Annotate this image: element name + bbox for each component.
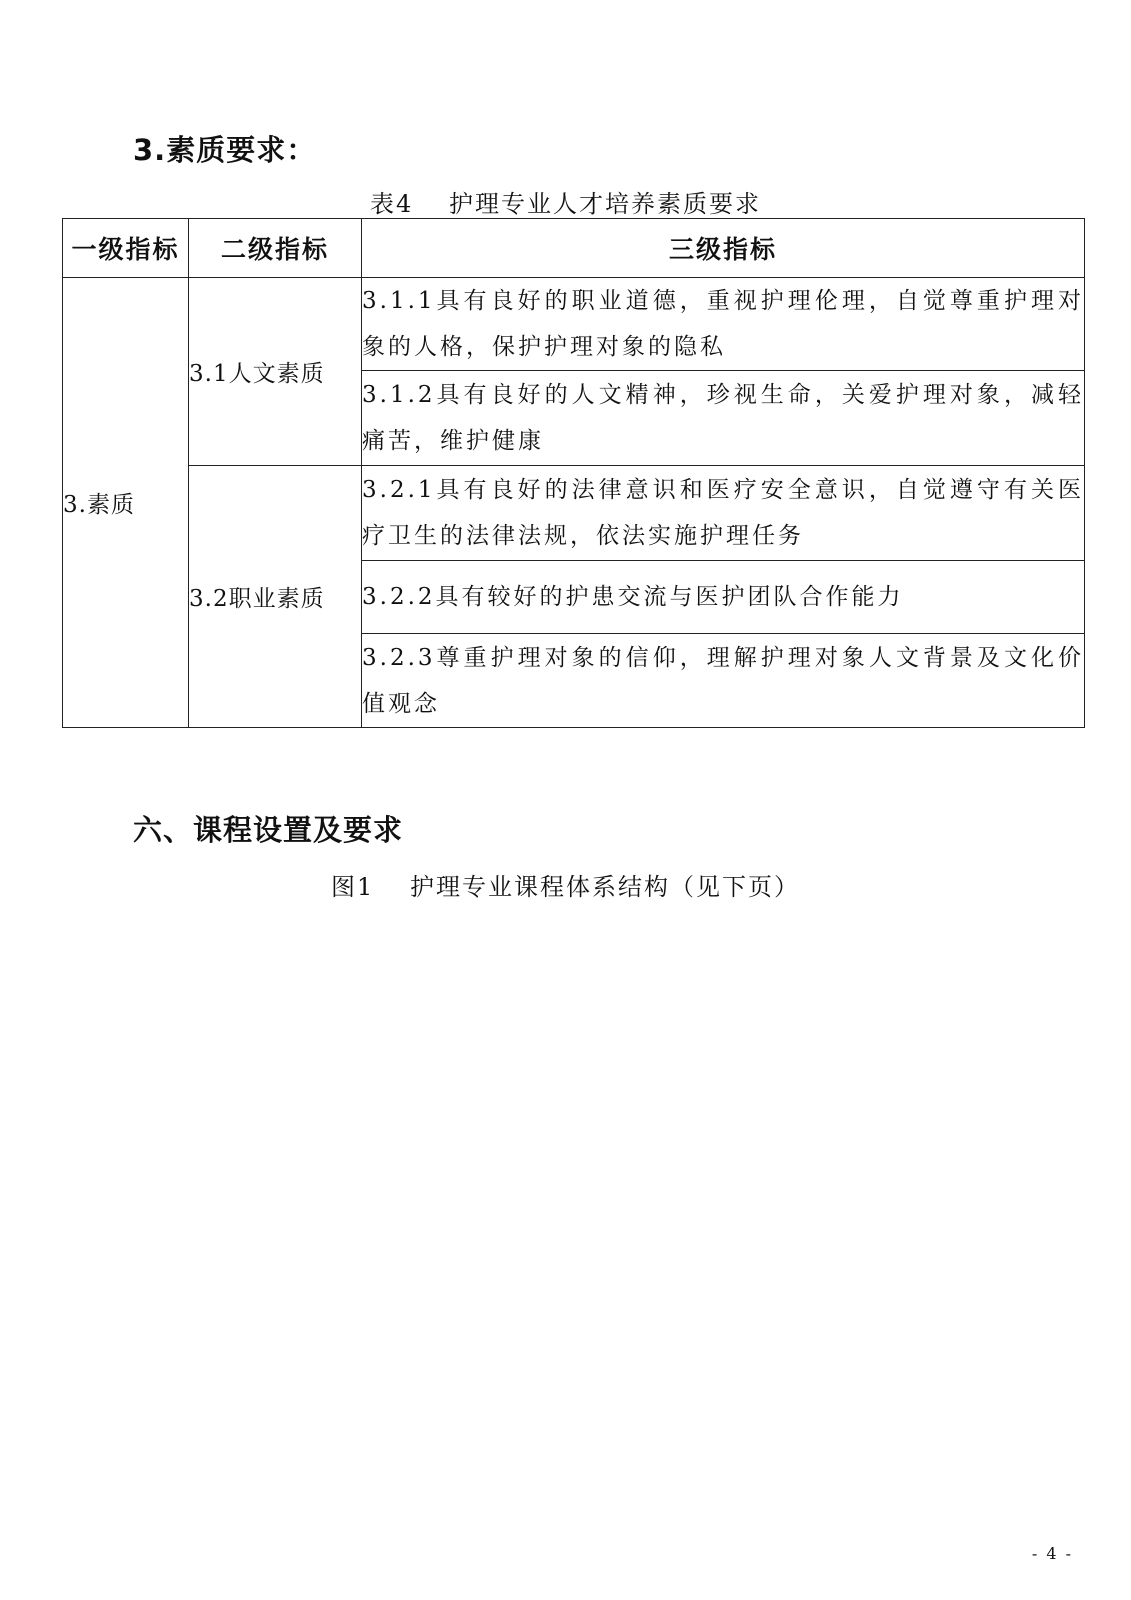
header-level2: 二级指标 xyxy=(189,219,362,278)
section-heading-course: 六、课程设置及要求 xyxy=(133,813,404,847)
level1-cell: 3.素质 xyxy=(63,278,189,728)
page-number: - 4 - xyxy=(1031,1544,1073,1563)
level3-cell: 3.1.2具有良好的人文精神，珍视生命，关爱护理对象，减轻痛苦，维护健康 xyxy=(362,371,1085,466)
section-heading-quality: 3.素质要求： xyxy=(133,133,317,167)
header-level3: 三级指标 xyxy=(362,219,1085,278)
level3-cell: 3.2.3尊重护理对象的信仰，理解护理对象人文背景及文化价值观念 xyxy=(362,634,1085,728)
level3-cell: 3.2.1具有良好的法律意识和医疗安全意识，自觉遵守有关医疗卫生的法律法规，依法实施护理任务 xyxy=(362,466,1085,561)
level2-cell-professional: 3.2职业素质 xyxy=(189,466,362,728)
figure-caption: 图1 护理专业课程体系结构（见下页） xyxy=(331,873,800,901)
table-header-row xyxy=(63,219,1085,278)
level2-cell-humanistic: 3.1人文素质 xyxy=(189,278,362,466)
level3-cell: 3.2.2具有较好的护患交流与医护团队合作能力 xyxy=(362,561,1085,634)
quality-requirements-table xyxy=(62,218,1085,728)
level3-cell: 3.1.1具有良好的职业道德，重视护理伦理，自觉尊重护理对象的人格，保护护理对象的隐私 xyxy=(362,278,1085,371)
header-level1: 一级指标 xyxy=(63,219,189,278)
table-caption: 表4 护理专业人才培养素质要求 xyxy=(370,190,761,218)
table-row xyxy=(63,278,1085,371)
table-row xyxy=(63,466,1085,561)
